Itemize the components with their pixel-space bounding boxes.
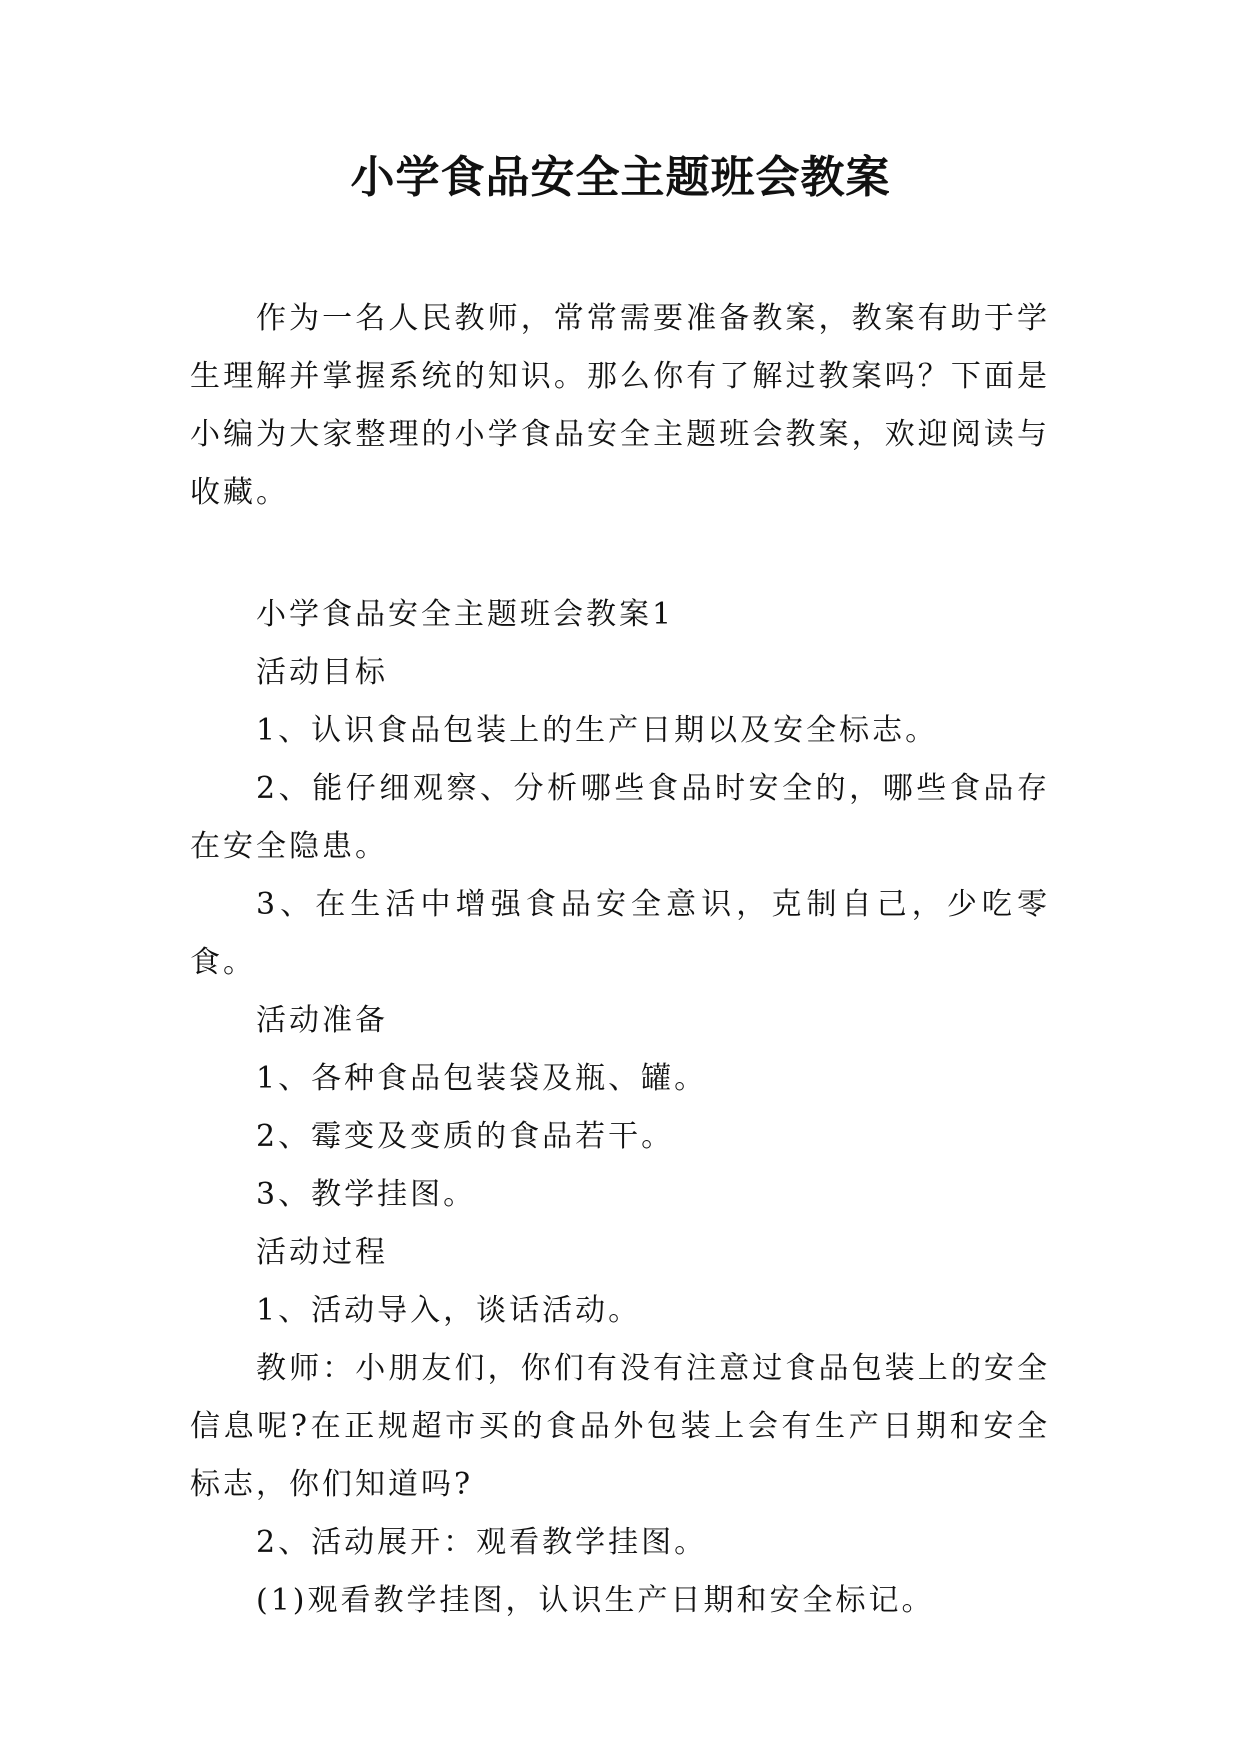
document-content: [190, 290, 1050, 1630]
teacher-dialogue: 教师：小朋友们，你们有没有注意过食品包装上的安全信息呢?在正规超市买的食品外包装上会有生产日期和安全标志，你们知道吗?: [190, 1351, 1050, 1502]
process-item: 1、活动导入，谈话活动。: [256, 1293, 642, 1328]
lesson-plan-body: [190, 586, 1050, 1630]
document-title: 小学食品安全主题班会教案: [350, 152, 891, 203]
subheading-activity-goals: 活动目标: [256, 655, 388, 690]
goal-item: 2、能仔细观察、分析哪些食品时安全的，哪些食品存在安全隐患。: [190, 771, 1050, 864]
section-heading: 小学食品安全主题班会教案1: [256, 597, 675, 632]
goal-item: 3、在生活中增强食品安全意识，克制自己，少吃零食。: [190, 887, 1050, 980]
subheading-activity-process: 活动过程: [256, 1235, 388, 1270]
process-item: 2、活动展开：观看教学挂图。: [256, 1525, 708, 1560]
goal-item: 1、认识食品包装上的生产日期以及安全标志。: [256, 713, 939, 748]
process-subitem: (1)观看教学挂图，认识生产日期和安全标记。: [256, 1583, 935, 1618]
intro-paragraph: 作为一名人民教师，常常需要准备教案，教案有助于学生理解并掌握系统的知识。那么你有了解过教案吗？下面是小编为大家整理的小学食品安全主题班会教案，欢迎阅读与收藏。: [190, 301, 1050, 510]
preparation-item: 1、各种食品包装袋及瓶、罐。: [256, 1061, 708, 1096]
subheading-activity-preparation: 活动准备: [256, 1003, 388, 1038]
preparation-item: 3、教学挂图。: [256, 1177, 477, 1212]
preparation-item: 2、霉变及变质的食品若干。: [256, 1119, 675, 1154]
